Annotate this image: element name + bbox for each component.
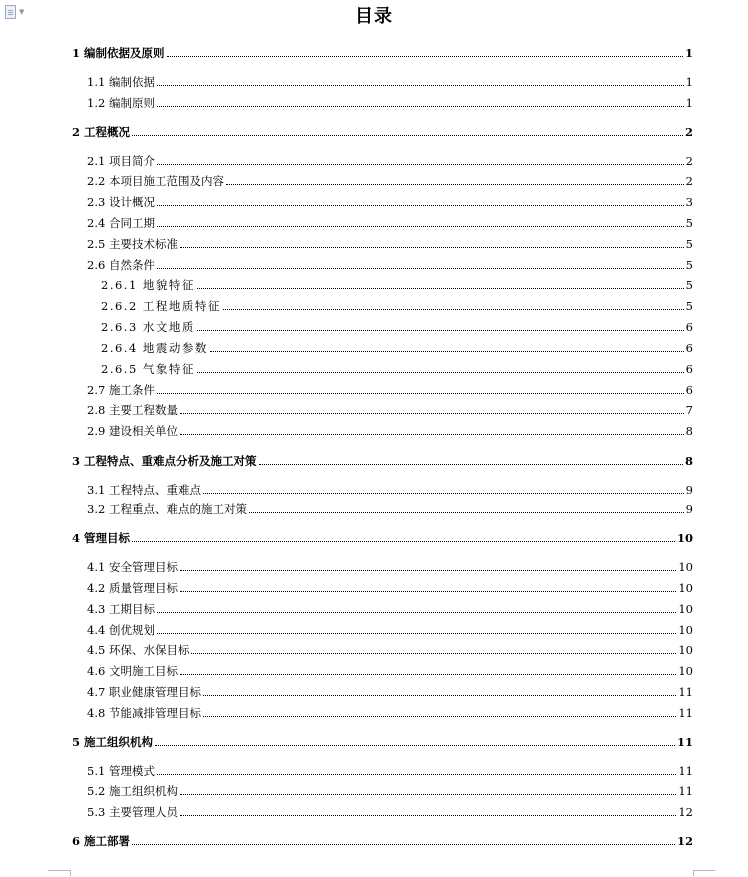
toc-leader-dots xyxy=(203,695,676,696)
toc-entry-label: 3.2 工程重点、难点的施工对策 xyxy=(87,502,247,516)
toc-entry-label: 2.6.1 地貌特征 xyxy=(101,278,195,292)
toc-entry-page-number: 10 xyxy=(678,560,693,574)
toc-entry-label: 4.6 文明施工目标 xyxy=(87,664,178,678)
toc-entry-page-number: 3 xyxy=(685,195,693,209)
toc-leader-dots xyxy=(197,372,684,373)
toc-entry-label: 4.5 环保、水保目标 xyxy=(87,643,190,657)
toc-entry-label: 2.6.4 地震动参数 xyxy=(101,341,208,355)
page-corner-tick-left xyxy=(70,870,71,876)
toc-leader-dots xyxy=(157,633,676,634)
toc-leader-dots xyxy=(223,309,684,310)
toc-entry[interactable] xyxy=(87,641,693,657)
toc-entry[interactable] xyxy=(72,452,693,468)
toc-entry[interactable] xyxy=(101,339,693,355)
toc-leader-dots xyxy=(180,591,676,592)
toc-entry-label: 2.6.3 水文地质 xyxy=(101,320,195,334)
toc-entry-page-number: 6 xyxy=(685,362,693,376)
toc-entry-page-number: 5 xyxy=(685,278,693,292)
toc-entry[interactable] xyxy=(87,704,693,720)
toc-entry[interactable] xyxy=(101,360,693,376)
toc-leader-dots xyxy=(197,330,684,331)
toc-entry[interactable] xyxy=(87,500,693,516)
toc-leader-dots xyxy=(180,815,676,816)
toc-leader-dots xyxy=(203,716,676,717)
toc-entry[interactable] xyxy=(87,803,693,819)
toc-entry[interactable] xyxy=(87,152,693,168)
toc-leader-dots xyxy=(180,413,684,414)
toc-leader-dots xyxy=(180,247,684,248)
toc-entry-label: 2.6 自然条件 xyxy=(87,258,155,272)
toc-entry-page-number: 11 xyxy=(678,764,693,778)
toc-entry[interactable] xyxy=(87,762,693,778)
toc-entry-page-number: 7 xyxy=(685,403,693,417)
toc-entry-label: 5.3 主要管理人员 xyxy=(87,805,178,819)
toc-entry-label: 2.9 建设相关单位 xyxy=(87,424,178,438)
toc-entry[interactable] xyxy=(101,318,693,334)
toc-entry-label: 1 编制依据及原则 xyxy=(72,46,165,60)
toc-entry[interactable] xyxy=(87,256,693,272)
toc-leader-dots xyxy=(180,434,684,435)
toc-leader-dots xyxy=(157,164,684,165)
toc-entry-page-number: 11 xyxy=(676,735,693,749)
toc-leader-dots xyxy=(157,205,684,206)
toc-entry-page-number: 6 xyxy=(685,320,693,334)
toc-entry-label: 4.1 安全管理目标 xyxy=(87,560,178,574)
toc-entry-page-number: 6 xyxy=(685,383,693,397)
toc-entry-label: 5 施工组织机构 xyxy=(72,735,154,749)
toc-entry[interactable] xyxy=(87,193,693,209)
toc-leader-dots xyxy=(157,774,676,775)
toc-entry[interactable] xyxy=(87,422,693,438)
toc-entry-label: 1.1 编制依据 xyxy=(87,75,155,89)
toc-entry-label: 4.8 节能减排管理目标 xyxy=(87,706,201,720)
toc-entry-label: 4.3 工期目标 xyxy=(87,602,155,616)
toc-leader-dots xyxy=(155,745,675,746)
toc-entry-page-number: 11 xyxy=(678,784,693,798)
toc-entry-page-number: 5 xyxy=(685,237,693,251)
toc-entry[interactable] xyxy=(72,123,693,139)
toc-entry-label: 2.4 合同工期 xyxy=(87,216,155,230)
toc-entry-label: 2.6.2 工程地质特征 xyxy=(101,299,221,313)
toc-entry-label: 5.1 管理模式 xyxy=(87,764,155,778)
toc-leader-dots xyxy=(210,351,684,352)
toc-entry[interactable] xyxy=(87,558,693,574)
toc-entry-page-number: 9 xyxy=(685,502,693,516)
toc-leader-dots xyxy=(157,393,684,394)
toc-entry-page-number: 10 xyxy=(676,531,693,545)
toc-entry[interactable] xyxy=(72,733,693,749)
toc-entry-label: 3 工程特点、重难点分析及施工对策 xyxy=(72,454,257,468)
toc-leader-dots xyxy=(157,612,676,613)
toc-entry-page-number: 1 xyxy=(684,46,693,60)
toc-entry-page-number: 8 xyxy=(684,454,693,468)
toc-entry-page-number: 12 xyxy=(676,834,693,848)
toc-leader-dots xyxy=(191,653,676,654)
toc-entry-page-number: 11 xyxy=(678,685,693,699)
toc-entry[interactable] xyxy=(87,94,693,110)
toc-entry-page-number: 11 xyxy=(678,706,693,720)
toc-entry[interactable] xyxy=(87,214,693,230)
toc-entry-label: 4.7 职业健康管理目标 xyxy=(87,685,201,699)
toc-leader-dots xyxy=(203,493,684,494)
toc-leader-dots xyxy=(132,135,683,136)
toc-entry-page-number: 2 xyxy=(685,174,693,188)
toc-entry[interactable] xyxy=(87,579,693,595)
toc-entry-page-number: 10 xyxy=(678,623,693,637)
toc-leader-dots xyxy=(167,56,683,57)
toc-entry-page-number: 10 xyxy=(678,664,693,678)
toc-entry-label: 2.5 主要技术标准 xyxy=(87,237,178,251)
toc-entry-label: 6 施工部署 xyxy=(72,834,131,848)
chevron-down-icon: ▼ xyxy=(19,7,25,16)
toc-entry-page-number: 10 xyxy=(678,643,693,657)
toc-entry-label: 4 管理目标 xyxy=(72,531,131,545)
toc-entry-label: 4.2 质量管理目标 xyxy=(87,581,178,595)
toc-entry-label: 2.1 项目简介 xyxy=(87,154,155,168)
toc-entry[interactable] xyxy=(87,683,693,699)
toc-entry[interactable] xyxy=(87,621,693,637)
toc-entry[interactable] xyxy=(101,276,693,292)
toc-entry-page-number: 12 xyxy=(678,805,693,819)
toc-entry[interactable] xyxy=(87,401,693,417)
toc-entry[interactable] xyxy=(87,172,693,188)
toc-entry-label: 2 工程概况 xyxy=(72,125,131,139)
toc-entry[interactable] xyxy=(87,662,693,678)
toc-entry-label: 2.8 主要工程数量 xyxy=(87,403,178,417)
toc-entry-label: 4.4 创优规划 xyxy=(87,623,155,637)
toc-entry-label: 2.7 施工条件 xyxy=(87,383,155,397)
page-title: 目录 xyxy=(355,6,393,27)
toc-entry-page-number: 1 xyxy=(685,75,693,89)
toc-entry[interactable] xyxy=(87,481,693,497)
toc-entry[interactable] xyxy=(87,600,693,616)
toc-leader-dots xyxy=(259,464,683,465)
toc-entry-page-number: 5 xyxy=(685,216,693,230)
toc-entry-label: 5.2 施工组织机构 xyxy=(87,784,178,798)
toc-entry[interactable] xyxy=(87,381,693,397)
toc-entry-page-number: 2 xyxy=(684,125,693,139)
toc-leader-dots xyxy=(180,570,676,571)
toc-entry-page-number: 5 xyxy=(685,258,693,272)
toc-entry-label: 1.2 编制原则 xyxy=(87,96,155,110)
toc-entry[interactable] xyxy=(72,44,693,60)
toc-entry[interactable] xyxy=(72,529,693,545)
toc-entry[interactable] xyxy=(87,235,693,251)
toc-entry-page-number: 1 xyxy=(685,96,693,110)
toc-leader-dots xyxy=(226,184,684,185)
toc-leader-dots xyxy=(157,268,684,269)
toc-leader-dots xyxy=(157,106,684,107)
toc-leader-dots xyxy=(180,674,676,675)
toc-entry[interactable] xyxy=(72,832,693,848)
toc-entry-page-number: 10 xyxy=(678,581,693,595)
toc-entry-page-number: 2 xyxy=(685,154,693,168)
toc-entry[interactable] xyxy=(87,73,693,89)
toc-leader-dots xyxy=(180,794,676,795)
toc-entry-label: 2.3 设计概况 xyxy=(87,195,155,209)
toc-leader-dots xyxy=(132,844,675,845)
toc-entry-page-number: 6 xyxy=(685,341,693,355)
toc-entry[interactable] xyxy=(101,297,693,313)
toc-leader-dots xyxy=(249,512,684,513)
toc-entry[interactable] xyxy=(87,782,693,798)
toc-entry-label: 2.6.5 气象特征 xyxy=(101,362,195,376)
toc-entry-label: 3.1 工程特点、重难点 xyxy=(87,483,201,497)
toc-leader-dots xyxy=(197,288,684,289)
toc-entry-page-number: 10 xyxy=(678,602,693,616)
page-corner-tick-right xyxy=(693,870,694,876)
toc-entry-page-number: 9 xyxy=(685,483,693,497)
toc-leader-dots xyxy=(157,226,684,227)
toc-entry-label: 2.2 本项目施工范围及内容 xyxy=(87,174,224,188)
toc-leader-dots xyxy=(132,541,675,542)
toc-leader-dots xyxy=(157,85,684,86)
toc-entry-page-number: 8 xyxy=(685,424,693,438)
toc-entry-page-number: 5 xyxy=(685,299,693,313)
